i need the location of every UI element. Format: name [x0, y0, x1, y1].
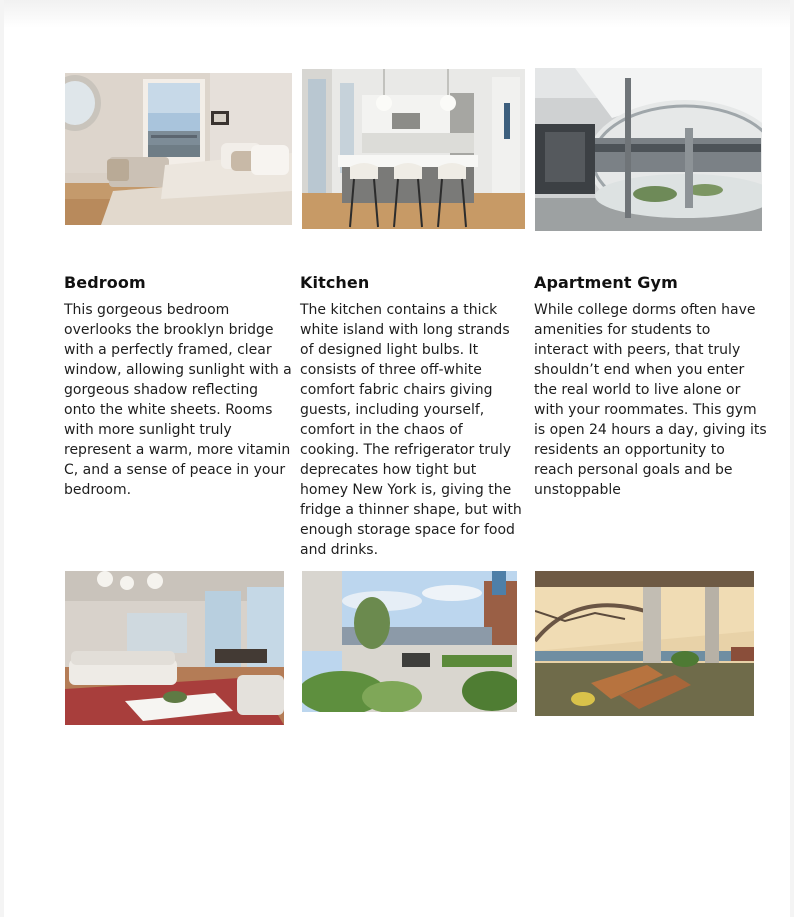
bedroom-description: This gorgeous bedroom overlooks the brooklyn bridge with a perfectly framed, clear window, allowing sunlight with a gorgeous shadow reflecting onto the white sheets. Rooms with more sunlight truly represent a warm, more vitamin C, and a sense of peace in your bedroom.: [64, 302, 292, 498]
living-room-photo: [65, 571, 284, 725]
bedroom-heading: Bedroom: [64, 273, 146, 292]
kitchen-heading: Kitchen: [300, 273, 370, 292]
gym-photo: [535, 68, 762, 231]
gym-heading: Apartment Gym: [534, 273, 678, 292]
page-right-edge: [790, 0, 794, 917]
page-left-edge: [0, 0, 4, 917]
page-top-shadow: [0, 0, 794, 28]
gym-description: While college dorms often have amenities for students to interact with peers, that truly shouldn’t end when you enter the real world to live alone or with your roommates. This gym is open 24 hours a day, giving its residents an opportunity to reach personal goals and be unstoppable: [534, 302, 767, 498]
rooftop-photo: [302, 571, 517, 712]
lounge-photo: [535, 571, 754, 716]
bedroom-photo: [65, 73, 292, 225]
kitchen-description: The kitchen contains a thick white island with long strands of designed light bulbs. It consists of three off-white comfort fabric chairs giving guests, including yourself, comfort in the chaos of cooking. The refrigerator truly deprecates how tight but homey New York is, giving the fridge a thinner shape, but with enough storage space for food and drinks.: [300, 302, 522, 558]
kitchen-photo: [302, 69, 525, 229]
